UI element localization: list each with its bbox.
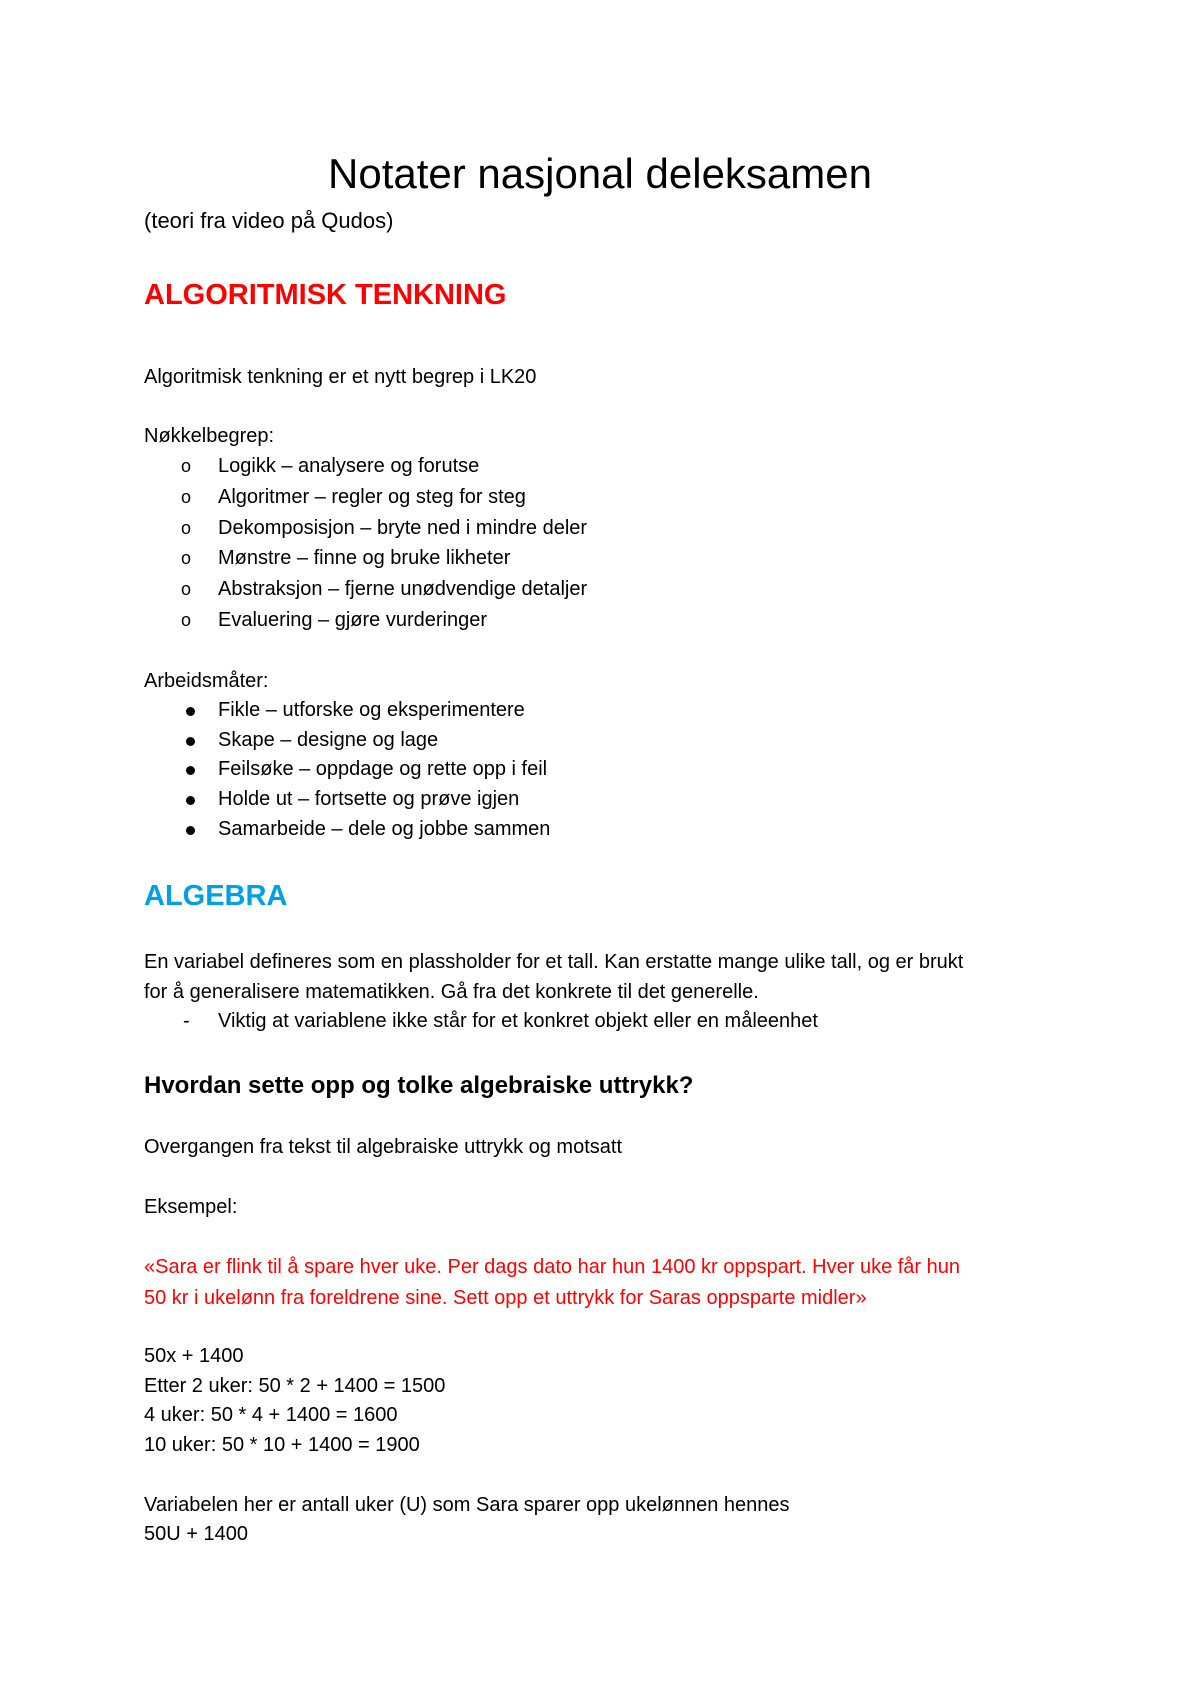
key-concept-item: Mønstre – finne og bruke likheter [218,547,511,569]
bullet-dot [186,796,195,805]
variable-paragraph-line2: for å generalisere matematikken. Gå fra det konkrete til det generelle. [144,981,759,1003]
key-concept-item: Abstraksjon – fjerne unødvendige detaljer [218,578,588,600]
bullet-dot [186,826,195,835]
final-expression: 50U + 1400 [144,1523,248,1545]
key-concept-item: Evaluering – gjøre vurderinger [218,609,488,631]
list-marker-o: o [181,518,192,538]
heading-algebra: ALGEBRA [144,880,288,912]
list-marker-o: o [181,456,192,476]
bullet-dot [186,766,195,775]
heading-algoritmisk-tenkning: ALGORITMISK TENKNING [144,279,507,311]
key-concept-item: Dekomposisjon – bryte ned i mindre deler [218,517,588,539]
page-title: Notater nasjonal deleksamen [328,150,872,197]
calculation-line: Etter 2 uker: 50 * 2 + 1400 = 1500 [144,1375,446,1397]
calculation-line: 4 uker: 50 * 4 + 1400 = 1600 [144,1404,398,1426]
calculation-line: 10 uker: 50 * 10 + 1400 = 1900 [144,1434,420,1456]
dash-list-item: Viktig at variablene ikke står for et konkret objekt eller en måleenhet [218,1010,818,1032]
page-subtitle: (teori fra video på Qudos) [144,208,394,233]
list-marker-o: o [181,548,192,568]
key-concept-item: Logikk – analysere og forutse [218,455,480,477]
list-marker-o: o [181,487,192,507]
key-concepts-label: Nøkkelbegrep: [144,425,275,447]
variable-explanation: Variabelen her er antall uker (U) som Sara sparer opp ukelønnen hennes [144,1494,790,1516]
bullet-dot [186,707,195,716]
list-marker-dash: - [183,1010,190,1032]
work-method-item: Feilsøke – oppdage og rette opp i feil [218,758,548,780]
calculation-line: 50x + 1400 [144,1345,244,1367]
transition-paragraph: Overgangen fra tekst til algebraiske uttrykk og motsatt [144,1136,622,1158]
subheading-algebraic-expressions: Hvordan sette opp og tolke algebraiske uttrykk? [144,1072,694,1099]
work-methods-label: Arbeidsmåter: [144,670,269,692]
key-concept-item: Algoritmer – regler og steg for steg [218,486,526,508]
work-method-item: Samarbeide – dele og jobbe sammen [218,818,551,840]
work-method-item: Skape – designe og lage [218,729,439,751]
work-method-item: Holde ut – fortsette og prøve igjen [218,788,520,810]
list-marker-o: o [181,610,192,630]
example-quote-line1: «Sara er flink til å spare hver uke. Per dags dato har hun 1400 kr oppspart. Hver uke får hun [144,1256,961,1278]
variable-paragraph-line1: En variabel defineres som en plassholder for et tall. Kan erstatte mange ulike tall, og er brukt [144,951,964,973]
example-label: Eksempel: [144,1196,238,1218]
intro-paragraph: Algoritmisk tenkning er et nytt begrep i LK20 [144,366,537,388]
work-method-item: Fikle – utforske og eksperimentere [218,699,525,721]
list-marker-o: o [181,579,192,599]
example-quote-line2: 50 kr i ukelønn fra foreldrene sine. Sett opp et uttrykk for Saras oppsparte midler» [144,1287,867,1309]
bullet-dot [186,737,195,746]
